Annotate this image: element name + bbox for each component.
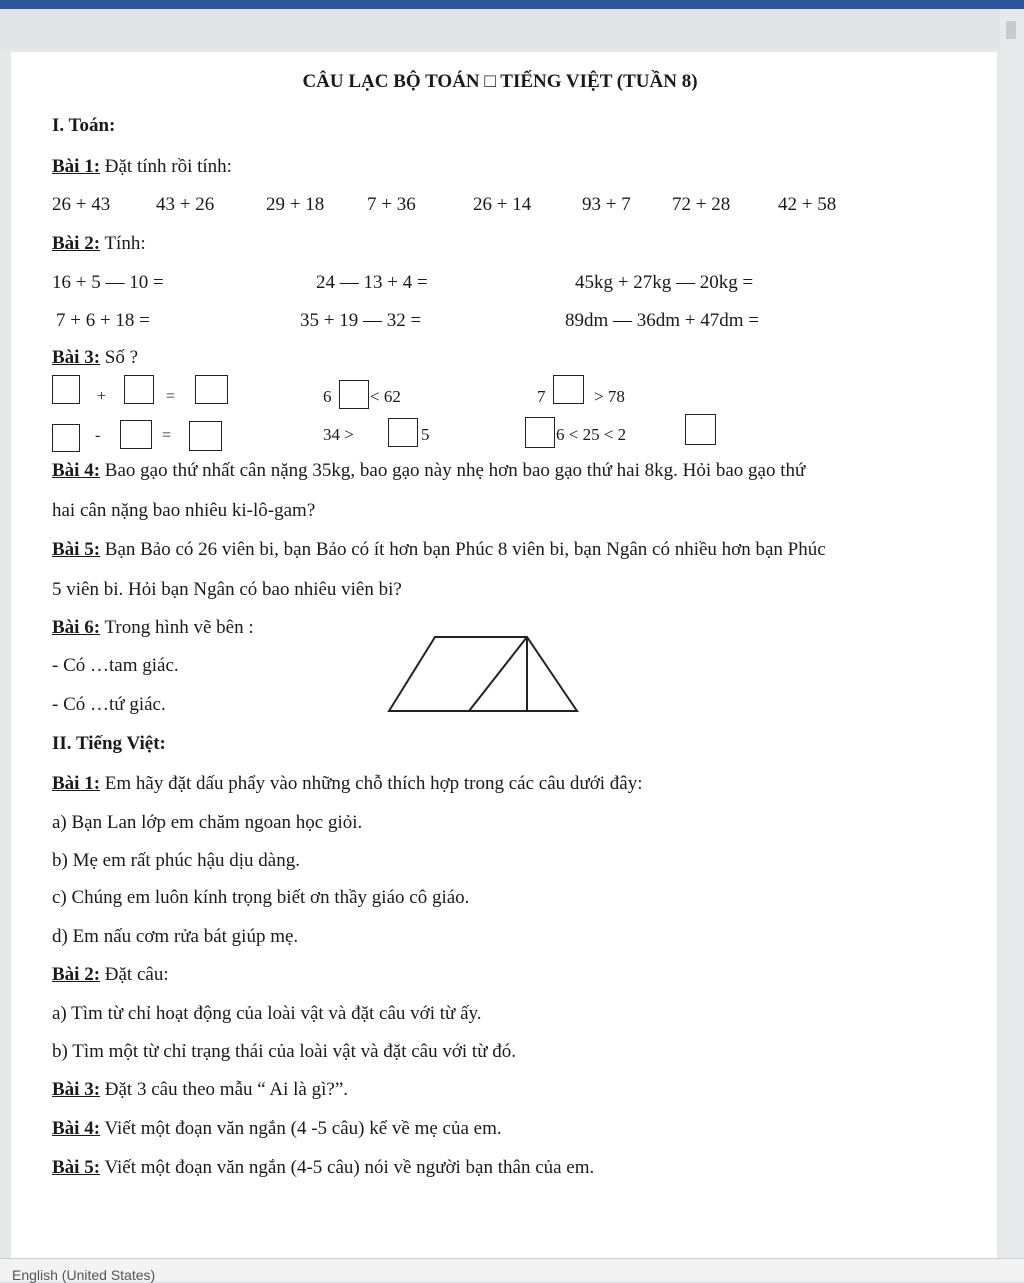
ex-text: Bạn Bảo có 26 viên bi, bạn Bảo có ít hơn bạn Phúc 8 viên bi, bạn Ngân có nhiều hơn bạn Phúc [100, 539, 826, 560]
tv-ex2-heading [52, 963, 169, 987]
diagonal-line [469, 637, 527, 711]
ex-label: Bài 2: [52, 964, 101, 985]
ex-text: Tính: [100, 233, 146, 254]
ex-label: Bài 3: [52, 347, 101, 368]
math-ex1-item: 29 + 18 [266, 194, 325, 215]
math-ex2-expr: 16 + 5 — 10 = [52, 272, 164, 293]
status-bar [0, 1258, 1024, 1281]
math-ex4-line [52, 459, 805, 483]
scroll-up-arrow[interactable] [1006, 21, 1016, 39]
compare-digit: 5 [421, 425, 430, 444]
vertical-scrollbar[interactable] [1000, 9, 1024, 1259]
tv-ex2-item: a) Tìm từ chỉ hoạt động của loài vật và đặt câu với từ ấy. [52, 1003, 482, 1024]
tv-ex1-item: b) Mẹ em rất phúc hậu dịu dàng. [52, 850, 300, 871]
ex-label: Bài 5: [52, 539, 101, 560]
ex-label: Bài 4: [52, 1118, 101, 1139]
plus-sign: + [97, 388, 107, 405]
compare-left: 34 > [323, 425, 354, 444]
answer-box[interactable] [525, 417, 555, 448]
math-ex2-expr: 24 — 13 + 4 = [316, 272, 428, 293]
title-bar [0, 0, 1024, 9]
answer-box[interactable] [52, 424, 80, 452]
ex-text: Đặt câu: [100, 964, 169, 985]
math-ex1-item: 26 + 14 [473, 194, 532, 215]
tv-ex1-item: d) Em nấu cơm rửa bát giúp mẹ. [52, 926, 299, 947]
equals-sign: = [162, 427, 172, 444]
math-ex2-expr: 7 + 6 + 18 = [56, 310, 150, 331]
answer-box[interactable] [553, 375, 584, 404]
math-ex1-item: 43 + 26 [156, 194, 215, 215]
math-ex6-q2: - Có …tứ giác. [52, 694, 166, 715]
ex-label: Bài 5: [52, 1157, 101, 1178]
answer-box[interactable] [339, 380, 369, 409]
answer-box[interactable] [388, 418, 418, 447]
ex-text: Đặt 3 câu theo mẫu “ Ai là gì?”. [100, 1079, 348, 1100]
math-ex1-item: 26 + 43 [52, 194, 111, 215]
tv-ex1-item: a) Bạn Lan lớp em chăm ngoan học giỏi. [52, 812, 363, 833]
geometry-figure [380, 630, 585, 718]
section-vietnamese-heading: II. Tiếng Việt: [52, 733, 166, 754]
tv-ex3 [52, 1078, 348, 1102]
math-ex5-line: 5 viên bi. Hỏi bạn Ngân có bao nhiêu viên bi? [52, 579, 402, 600]
ex-text: Bao gạo thứ nhất cân nặng 35kg, bao gạo này nhẹ hơn bao gạo thứ hai 8kg. Hỏi bao gạo thứ [100, 460, 806, 481]
answer-box[interactable] [120, 420, 152, 449]
math-ex2-expr: 89dm — 36dm + 47dm = [565, 310, 760, 331]
answer-box[interactable] [124, 375, 154, 404]
math-ex1-item: 42 + 58 [778, 194, 837, 215]
ex-text: Viết một đoạn văn ngắn (4 -5 câu) kể về mẹ của em. [100, 1118, 502, 1139]
compare-chain: 6 < 25 < 2 [556, 425, 627, 444]
math-ex1-heading [52, 155, 232, 179]
language-status[interactable]: English (United States) [12, 1267, 156, 1283]
ex-label: Bài 1: [52, 156, 101, 177]
ex-label: Bài 3: [52, 1079, 101, 1100]
ex-text: Số ? [100, 347, 139, 368]
compare-digit: 7 [537, 387, 546, 406]
trapezoid-outline [389, 637, 577, 711]
section-math-heading: I. Toán: [52, 115, 116, 136]
answer-box[interactable] [685, 414, 716, 445]
math-ex5-line [52, 538, 826, 562]
tv-ex1-item: c) Chúng em luôn kính trọng biết ơn thầy giáo cô giáo. [52, 887, 470, 908]
math-ex3-heading [52, 346, 138, 370]
math-ex2-expr: 45kg + 27kg — 20kg = [575, 272, 754, 293]
tv-ex5 [52, 1156, 594, 1180]
ex-label: Bài 6: [52, 617, 101, 638]
math-ex2-expr: 35 + 19 — 32 = [300, 310, 422, 331]
ruler [0, 9, 1024, 49]
compare-rest: < 62 [370, 387, 401, 406]
ex-text: Trong hình vẽ bên : [100, 617, 254, 638]
answer-box[interactable] [195, 375, 228, 404]
ex-label: Bài 4: [52, 460, 101, 481]
equals-sign: = [166, 388, 176, 405]
math-ex4-line: hai cân nặng bao nhiêu ki-lô-gam? [52, 500, 316, 521]
math-ex1-item: 7 + 36 [367, 194, 416, 215]
answer-box[interactable] [189, 421, 222, 451]
ex-label: Bài 2: [52, 233, 101, 254]
compare-digit: 6 [323, 387, 332, 406]
math-ex2-heading [52, 232, 146, 256]
ex-text: Đặt tính rồi tính: [100, 156, 232, 177]
ex-text: Em hãy đặt dấu phẩy vào những chỗ thích hợp trong các câu dưới đây: [100, 773, 643, 794]
tv-ex2-item: b) Tìm một từ chỉ trạng thái của loài vật và đặt câu với từ đó. [52, 1041, 517, 1062]
answer-box[interactable] [52, 375, 80, 404]
minus-sign: - [95, 427, 101, 444]
math-ex6-q1: - Có …tam giác. [52, 655, 179, 676]
ex-label: Bài 1: [52, 773, 101, 794]
document-title: CÂU LẠC BỘ TOÁN □ TIẾNG VIỆT (TUẦN 8) [302, 71, 698, 92]
math-ex1-item: 93 + 7 [582, 194, 631, 215]
math-ex1-item: 72 + 28 [672, 194, 731, 215]
tv-ex4 [52, 1117, 502, 1141]
math-ex6-heading [52, 616, 254, 640]
tv-ex1-heading [52, 772, 643, 796]
compare-rest: > 78 [594, 387, 625, 406]
ex-text: Viết một đoạn văn ngắn (4-5 câu) nói về người bạn thân của em. [100, 1157, 595, 1178]
